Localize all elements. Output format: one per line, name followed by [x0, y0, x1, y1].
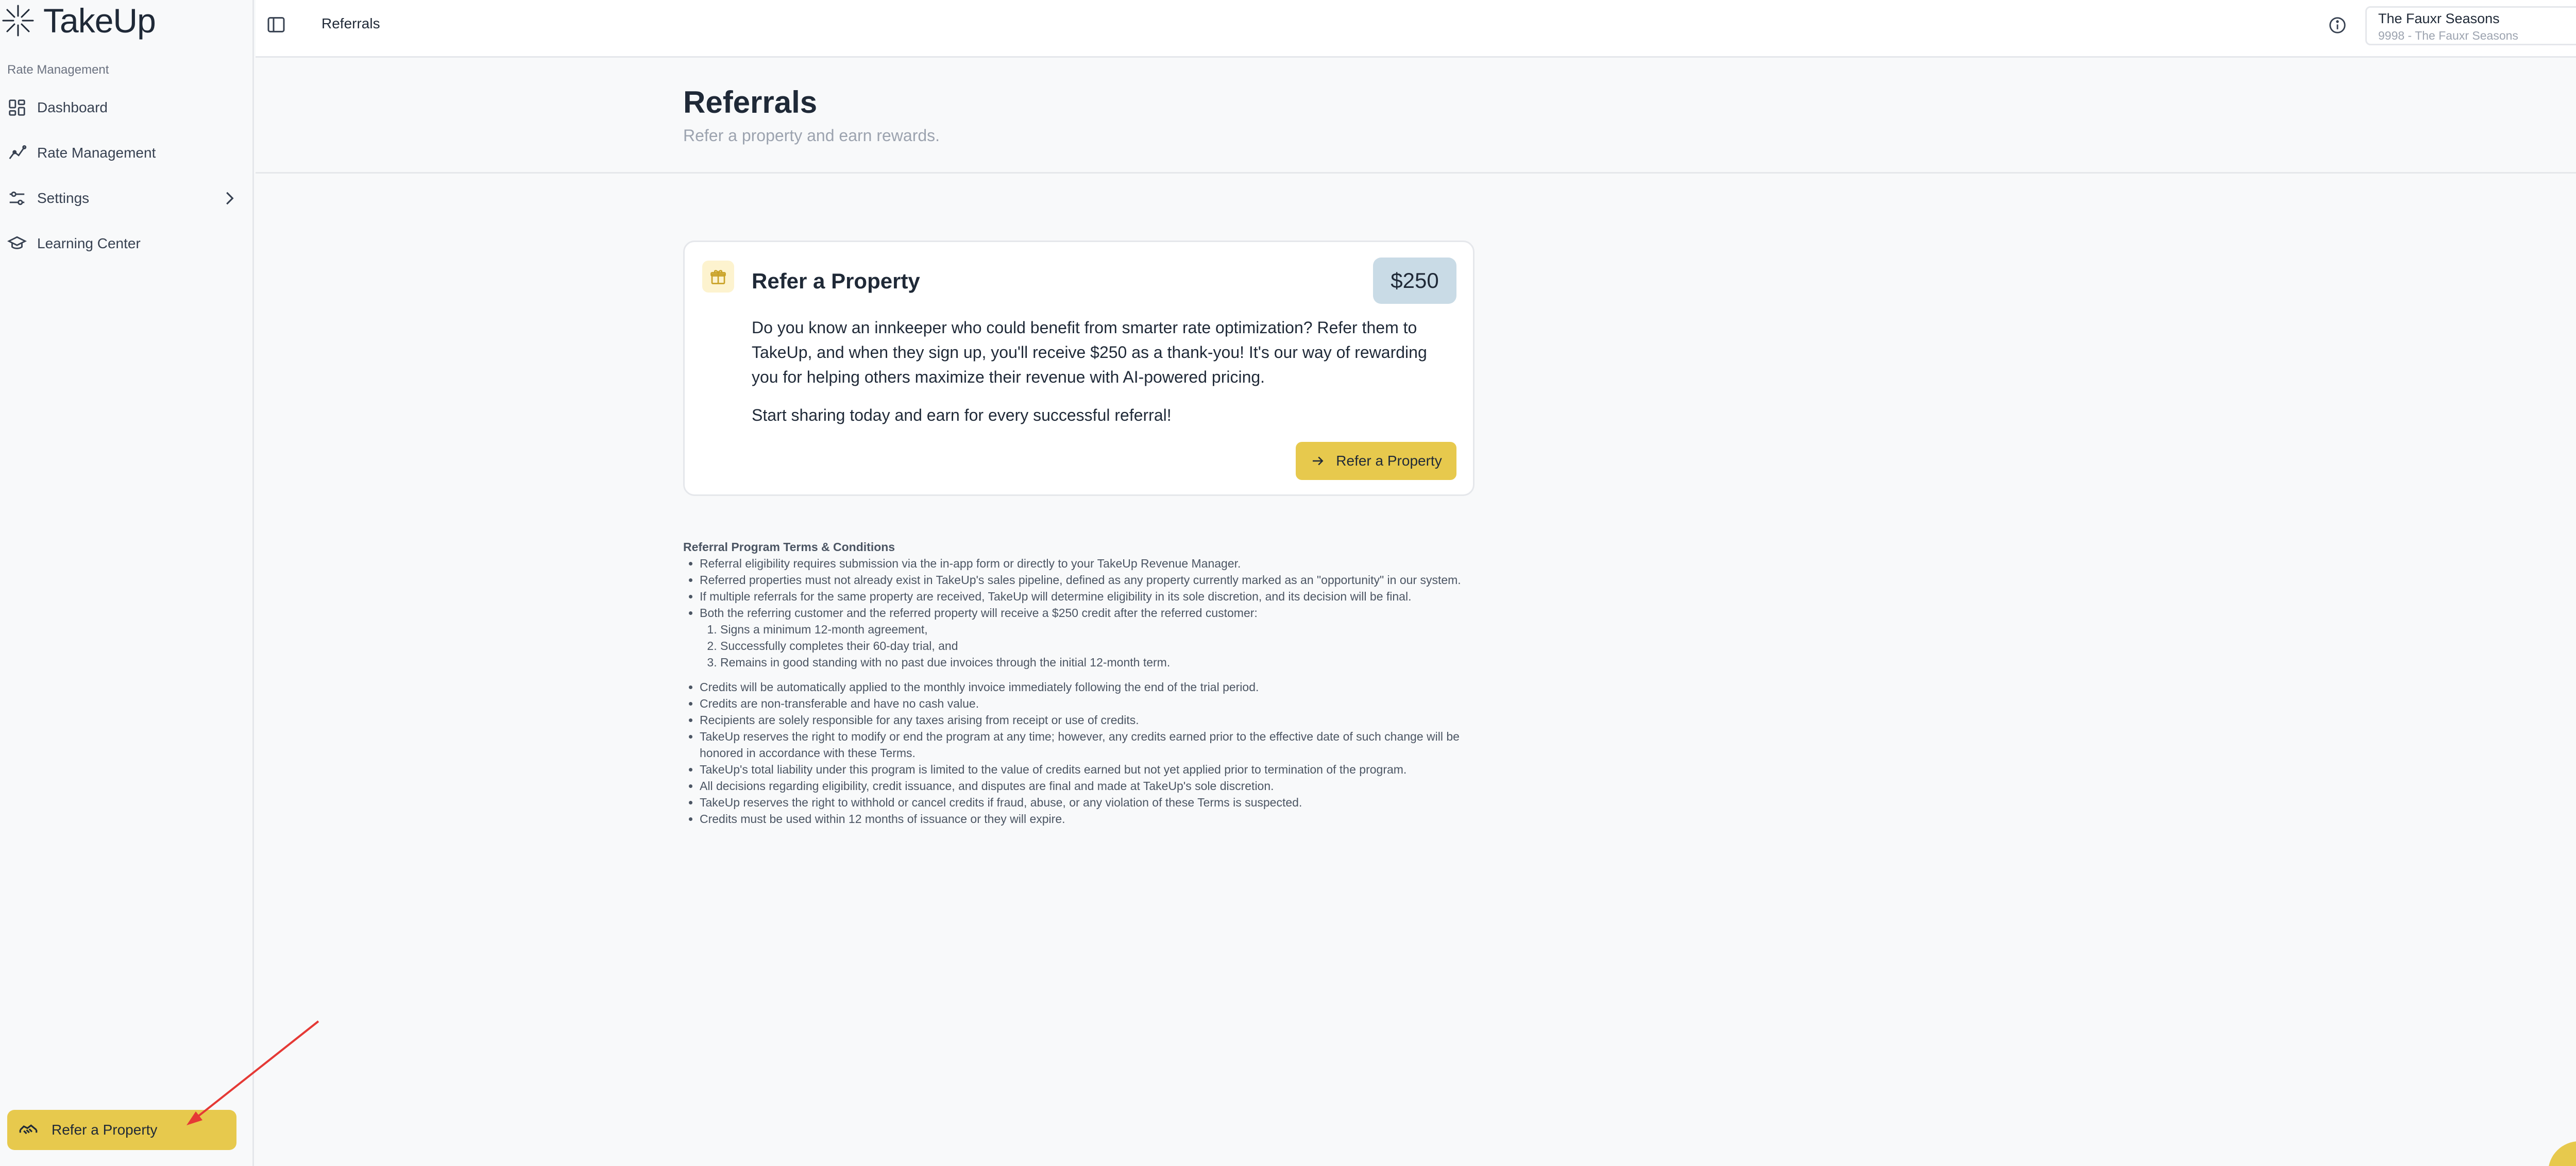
- card-description: Do you know an innkeeper who could benefit from smarter rate optimization? Refer them to TakeUp, and when they sign up, you'll receive $250 as a thank-you! It's our way of rewarding you for helping others maximize their revenue with AI-powered pricing.: [752, 318, 1427, 386]
- gift-badge: [702, 261, 734, 293]
- terms-item: • Referred properties must not already exist in TakeUp's sales pipeline, defined as any property currently marked as an "opportunity" in our system.: [700, 572, 1471, 588]
- arrow-right-icon: [1310, 453, 1326, 469]
- referral-card: [683, 241, 1475, 496]
- sidebar-item-learning-center[interactable]: [7, 226, 239, 262]
- rate-chart-icon: [7, 143, 27, 163]
- page-header: [256, 58, 2576, 174]
- sidebar-item-label: Dashboard: [37, 99, 108, 115]
- terms-title: Referral Program Terms & Conditions: [683, 540, 895, 554]
- refer-property-button-label: Refer a Property: [1336, 453, 1442, 469]
- sidebar-toggle-icon[interactable]: [266, 14, 286, 35]
- terms-and-conditions: [683, 539, 1471, 827]
- sidebar-refer-label: Refer a Property: [52, 1122, 158, 1138]
- terms-item: • Credits must be used within 12 months of issuance or they will expire.: [700, 811, 1471, 827]
- refer-property-button[interactable]: [1296, 442, 1456, 480]
- terms-subitem: 2. Successfully completes their 60-day trial, and: [720, 638, 1471, 654]
- terms-item: • TakeUp's total liability under this program is limited to the value of credits earned but not yet applied prior to termination of the program.: [700, 761, 1471, 778]
- topbar: [256, 0, 2576, 58]
- info-icon[interactable]: [2328, 15, 2347, 35]
- page-subtitle: Refer a property and earn rewards.: [683, 126, 940, 145]
- terms-item: • Both the referring customer and the referred property will receive a $250 credit after the referred customer:: [700, 605, 1471, 621]
- reward-amount-badge: $250: [1373, 258, 1456, 304]
- property-subtitle: 9998 - The Fauxr Seasons: [2378, 29, 2518, 42]
- sidebar-item-settings[interactable]: [7, 180, 239, 216]
- chevron-right-icon: [219, 188, 239, 208]
- sidebar-item-label: Learning Center: [37, 235, 141, 251]
- property-name: The Fauxr Seasons: [2378, 11, 2500, 26]
- dashboard-icon: [7, 98, 27, 117]
- terms-item: • Credits are non-transferable and have no cash value.: [700, 695, 1471, 712]
- terms-item: • TakeUp reserves the right to withhold or cancel credits if fraud, abuse, or any violation of these Terms is suspected.: [700, 794, 1471, 811]
- gift-icon: [709, 267, 727, 286]
- property-selector[interactable]: [2365, 6, 2576, 45]
- terms-list-b: [683, 679, 1471, 827]
- sidebar: [0, 0, 254, 1166]
- handshake-icon: [18, 1119, 39, 1141]
- card-title: Refer a Property: [752, 269, 920, 293]
- brand-name: TakeUp: [43, 2, 156, 40]
- terms-sublist: [683, 621, 1471, 671]
- terms-item: • Credits will be automatically applied to the monthly invoice immediately following the end of the trial period.: [700, 679, 1471, 695]
- terms-item: • TakeUp reserves the right to modify or end the program at any time; however, any credits earned prior to the effective date of such change will be honored in accordance with these Terms.: [700, 728, 1471, 761]
- card-cta-text: Start sharing today and earn for every successful referral!: [752, 406, 1172, 424]
- page-title: Referrals: [683, 85, 818, 119]
- terms-item: • Recipients are solely responsible for any taxes arising from receipt or use of credits.: [700, 712, 1471, 728]
- terms-item: • All decisions regarding eligibility, credit issuance, and disputes are final and made at TakeUp's sole discretion.: [700, 778, 1471, 794]
- terms-subitem: 1. Signs a minimum 12-month agreement,: [720, 621, 1471, 638]
- settings-sliders-icon: [7, 188, 27, 208]
- terms-item: • Referral eligibility requires submission via the in-app form or directly to your TakeUp Revenue Manager.: [700, 555, 1471, 572]
- chat-launcher-button[interactable]: [2548, 1141, 2576, 1166]
- sidebar-refer-button[interactable]: [7, 1110, 236, 1150]
- sidebar-item-label: Rate Management: [37, 145, 156, 161]
- breadcrumb: Referrals: [321, 15, 380, 31]
- terms-subitem: 3. Remains in good standing with no past due invoices through the initial 12-month term.: [720, 654, 1471, 671]
- terms-list-a: [683, 555, 1471, 621]
- brand[interactable]: [0, 0, 156, 41]
- takeup-logo-icon: [0, 3, 36, 39]
- graduation-cap-icon: [7, 234, 27, 253]
- sidebar-item-label: Settings: [37, 190, 90, 206]
- sidebar-item-rate-management[interactable]: [7, 135, 239, 171]
- sidebar-item-dashboard[interactable]: [7, 90, 239, 126]
- nav-section-label: Rate Management: [7, 63, 109, 77]
- terms-item: • If multiple referrals for the same property are received, TakeUp will determine eligibility in its sole discretion, and its decision will be final.: [700, 588, 1471, 605]
